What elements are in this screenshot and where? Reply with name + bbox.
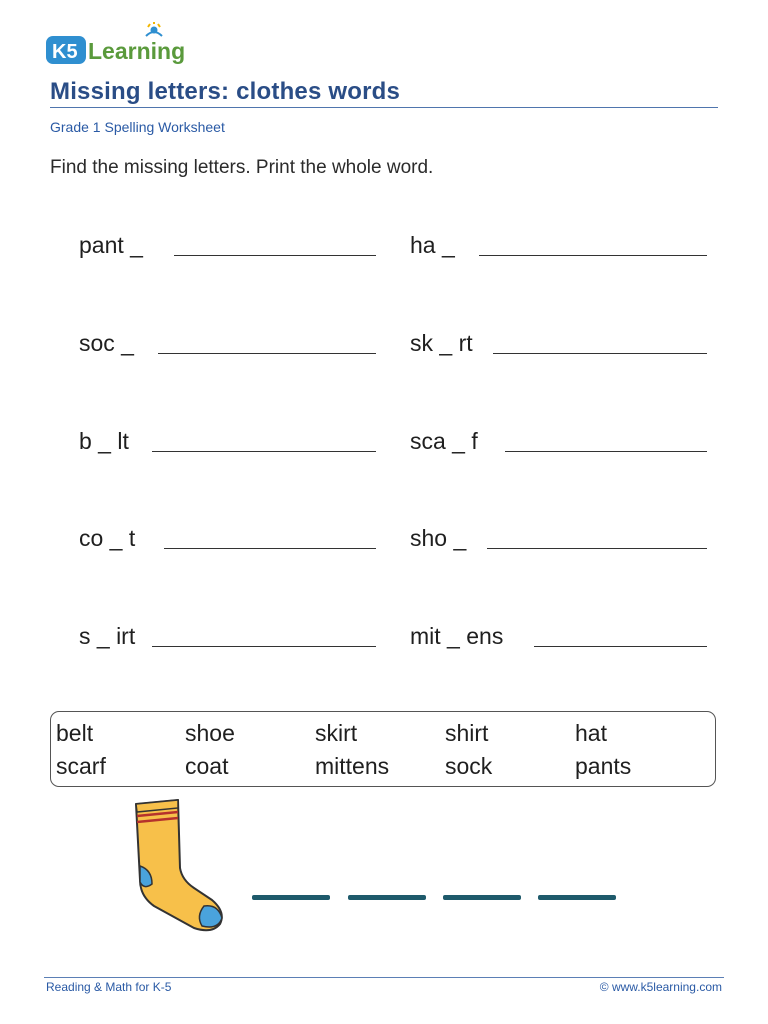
answer-line[interactable] <box>158 353 376 354</box>
word-bank-item: scarf <box>56 753 106 779</box>
footer-divider <box>44 977 724 978</box>
page-title: Missing letters: clothes words <box>50 78 401 105</box>
answer-dash <box>538 895 616 900</box>
word-bank <box>50 711 716 787</box>
exercise-item <box>410 424 707 454</box>
footer-tagline: Reading & Math for K-5 <box>46 980 172 994</box>
exercise-word: sk _ rt <box>410 330 473 356</box>
word-bank-item: shirt <box>445 720 489 746</box>
answer-line[interactable] <box>164 548 376 549</box>
exercise-word: ha _ <box>410 232 455 258</box>
word-bank-item: belt <box>56 720 94 746</box>
word-bank-item: skirt <box>315 720 358 746</box>
answer-line[interactable] <box>152 451 376 452</box>
svg-text:Learning: Learning <box>88 38 186 64</box>
answer-dash <box>252 895 330 900</box>
exercise-item <box>410 619 707 649</box>
exercise-item <box>410 521 707 551</box>
answer-line[interactable] <box>493 353 707 354</box>
instructions: Find the missing letters. Print the whole word. <box>50 157 434 178</box>
exercise-item <box>79 619 376 649</box>
exercise-item <box>410 228 707 258</box>
word-bank-item: sock <box>445 753 493 779</box>
footer-copyright: © www.k5learning.com <box>599 980 722 994</box>
word-bank-item: coat <box>185 753 229 779</box>
exercise-item <box>410 326 707 356</box>
exercise-word: sho _ <box>410 525 467 551</box>
exercise-word: co _ t <box>79 525 136 551</box>
exercise-word: s _ irt <box>79 623 136 649</box>
page-subtitle: Grade 1 Spelling Worksheet <box>50 119 225 135</box>
word-bank-item: pants <box>575 753 632 779</box>
k5-learning-logo <box>44 22 204 68</box>
exercise-word: sca _ f <box>410 428 478 454</box>
answer-dash <box>443 895 521 900</box>
exercise-item <box>79 228 376 258</box>
word-bank-item: mittens <box>315 753 390 779</box>
svg-text:K5: K5 <box>52 41 78 63</box>
exercise-word: soc _ <box>79 330 134 356</box>
exercise-item <box>79 424 376 454</box>
exercise-word: pant _ <box>79 232 143 258</box>
exercise-word: mit _ ens <box>410 623 504 649</box>
exercise-word: b _ lt <box>79 428 129 454</box>
word-bank-item: shoe <box>185 720 235 746</box>
exercise-item <box>79 326 376 356</box>
answer-line[interactable] <box>487 548 707 549</box>
sock-icon <box>132 796 227 934</box>
word-bank-item: hat <box>575 720 607 746</box>
answer-line[interactable] <box>505 451 707 452</box>
answer-line[interactable] <box>534 646 707 647</box>
answer-dash <box>348 895 426 900</box>
answer-line[interactable] <box>152 646 376 647</box>
exercise-item <box>79 521 376 551</box>
title-divider <box>50 107 718 108</box>
answer-line[interactable] <box>479 255 707 256</box>
answer-line[interactable] <box>174 255 376 256</box>
